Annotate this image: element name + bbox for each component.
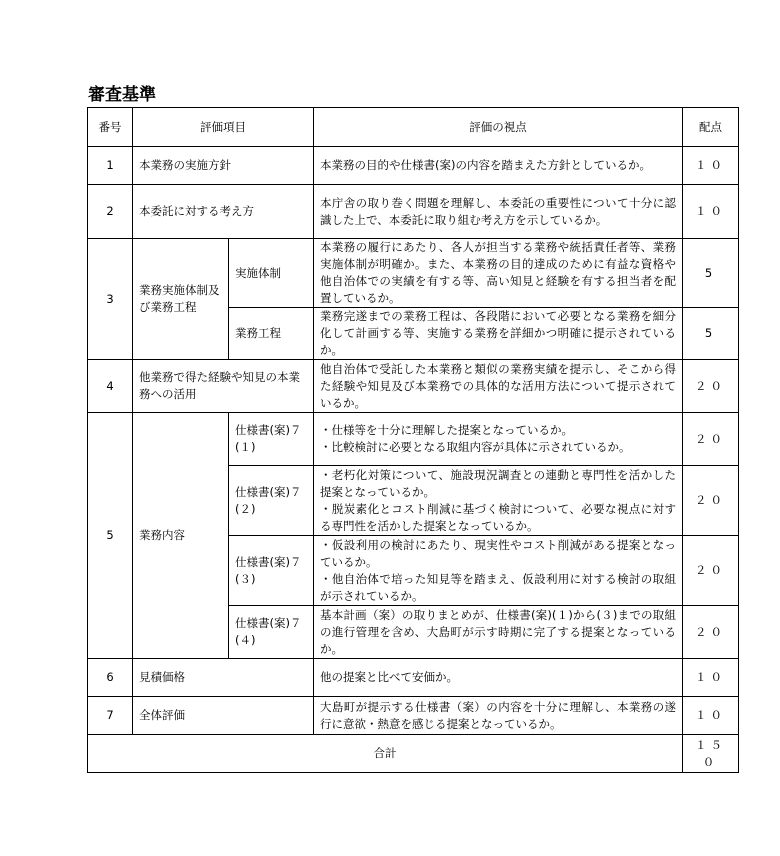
row-number: 6: [88, 659, 133, 697]
header-view: 評価の視点: [314, 108, 683, 147]
row-number: 7: [88, 697, 133, 735]
row-points: ２０: [683, 360, 739, 413]
row-points: １０: [683, 697, 739, 735]
row-item: 他業務で得た経験や知見の本業務への活用: [133, 360, 314, 413]
header-no: 番号: [88, 108, 133, 147]
row-number: 5: [88, 413, 133, 659]
row-points: ２０: [683, 413, 739, 466]
row-number: 3: [88, 239, 133, 360]
row-number: 1: [88, 147, 133, 185]
row-number: 2: [88, 185, 133, 239]
row-points: １０: [683, 659, 739, 697]
row-item: 見積価格: [133, 659, 314, 697]
sub-item: 仕様書(案)７(４): [229, 606, 314, 659]
sub-item: 仕様書(案)７(２): [229, 466, 314, 536]
row-points: 5: [683, 308, 739, 360]
header-points: 配点: [683, 108, 739, 147]
sub-item: 仕様書(案)７(１): [229, 413, 314, 466]
header-item: 評価項目: [133, 108, 314, 147]
row-points: 5: [683, 239, 739, 308]
row-view: ・老朽化対策について、施設現況調査との連動と専門性を活かした提案となっているか。 ・脱炭素化とコスト削減に基づく検討について、必要な視点に対する専門性を活かした提案となっているか。: [314, 466, 683, 536]
row-view: 本業務の目的や仕様書(案)の内容を踏まえた方針としているか。: [314, 147, 683, 185]
sub-item: 仕様書(案)７(３): [229, 536, 314, 606]
total-label: 合計: [88, 735, 683, 773]
row-points: ２０: [683, 466, 739, 536]
header-row: [88, 108, 739, 147]
table-row: [88, 697, 739, 735]
table-row: [88, 185, 739, 239]
row-item: 全体評価: [133, 697, 314, 735]
row-view: ・仮設利用の検討にあたり、現実性やコスト削減がある提案となっているか。 ・他自治体で培った知見等を踏まえ、仮設利用に対する検討の取組が示されているか。: [314, 536, 683, 606]
row-number: 4: [88, 360, 133, 413]
row-points: ２０: [683, 536, 739, 606]
row-view: 業務完遂までの業務工程は、各段階において必要となる業務を細分化して計画する等、実施する業務を詳細かつ明確に提示されているか。: [314, 308, 683, 360]
sub-item: 実施体制: [229, 239, 314, 308]
row-item: 業務内容: [133, 413, 229, 659]
row-view: 基本計画（案）の取りまとめが、仕様書(案)(１)から(３)までの取組の進行管理を含め、大島町が示す時期に完了する提案となっているか。: [314, 606, 683, 659]
row-item: 本委託に対する考え方: [133, 185, 314, 239]
page-title: 審査基準: [88, 85, 156, 105]
table-row: [88, 659, 739, 697]
row-points: ２０: [683, 606, 739, 659]
table-row: [88, 360, 739, 413]
table-row: [88, 413, 739, 466]
total-row: [88, 735, 739, 773]
row-points: １０: [683, 185, 739, 239]
table-row: [88, 147, 739, 185]
total-points: １５０: [683, 735, 739, 773]
criteria-table: [87, 107, 739, 773]
row-view: 本業務の履行にあたり、各人が担当する業務や統括責任者等、業務実施体制が明確か。また、本業務の目的達成のために有益な資格や他自治体での実績を有する等、高い知見と経験を有する担当者を配置しているか。: [314, 239, 683, 308]
row-item: 業務実施体制及び業務工程: [133, 239, 229, 360]
row-item: 本業務の実施方針: [133, 147, 314, 185]
row-view: 大島町が提示する仕様書（案）の内容を十分に理解し、本業務の遂行に意欲・熱意を感じる提案となっているか。: [314, 697, 683, 735]
row-view: 他の提案と比べて安価か。: [314, 659, 683, 697]
row-points: １０: [683, 147, 739, 185]
sub-item: 業務工程: [229, 308, 314, 360]
row-view: ・仕様等を十分に理解した提案となっているか。 ・比較検討に必要となる取組内容が具体に示されているか。: [314, 413, 683, 466]
row-view: 本庁舎の取り巻く問題を理解し、本委託の重要性について十分に認識した上で、本委託に取り組む考え方を示しているか。: [314, 185, 683, 239]
row-view: 他自治体で受託した本業務と類似の業務実績を提示し、そこから得た経験や知見及び本業務での具体的な活用方法について提示されているか。: [314, 360, 683, 413]
table-row: [88, 239, 739, 308]
